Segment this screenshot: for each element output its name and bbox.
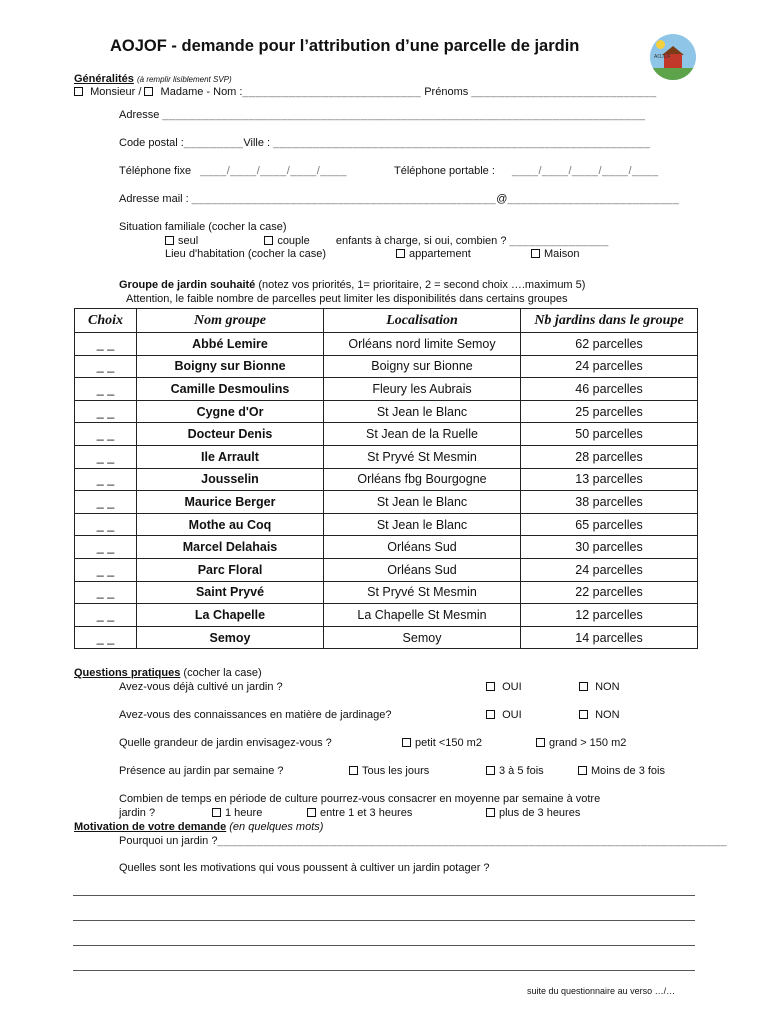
prenoms-label: Prénoms: [424, 86, 469, 98]
grand-label: grand > 150 m2: [549, 737, 627, 749]
group-name: Jousselin: [137, 468, 324, 491]
group-name: Parc Floral: [137, 558, 324, 581]
group-name: Cygne d'Or: [137, 400, 324, 423]
code-postal-field[interactable]: _________: [183, 137, 244, 149]
q5-label: Combien de temps en période de culture pourrez-vous consacrer en moyenne par semaine à votre: [119, 793, 601, 805]
group-location: St Jean le Blanc: [324, 400, 521, 423]
col-localisation: Localisation: [324, 309, 521, 333]
tel-fixe-line: [119, 165, 347, 177]
group-name: Maurice Berger: [137, 491, 324, 514]
choix-field[interactable]: _ _: [75, 604, 137, 627]
pourquoi-field[interactable]: _____________________________________________________________________________: [217, 835, 728, 847]
group-count: 46 parcelles: [521, 378, 698, 401]
q1-non-label: NON: [595, 681, 620, 693]
groupe-attention: Attention, le faible nombre de parcelles peut limiter les disponibilités dans certains groupes: [126, 293, 568, 305]
madame-checkbox[interactable]: [144, 87, 153, 96]
groupe-table: [74, 308, 698, 649]
tel-fixe-field[interactable]: ____/____/____/____/____: [200, 165, 347, 177]
couple-label: couple: [277, 235, 310, 247]
table-row: [75, 491, 698, 514]
appartement-checkbox[interactable]: [396, 249, 405, 258]
group-location: St Jean de la Ruelle: [324, 423, 521, 446]
q4-trois-option: [486, 765, 544, 777]
group-name: Ile Arrault: [137, 445, 324, 468]
maison-label: Maison: [544, 248, 580, 260]
col-choix: Choix: [75, 309, 137, 333]
group-name: Mothe au Coq: [137, 513, 324, 536]
mail-at: @: [496, 193, 508, 205]
group-count: 25 parcelles: [521, 400, 698, 423]
group-location: St Pryvé St Mesmin: [324, 581, 521, 604]
table-row: [75, 445, 698, 468]
motivation-note: (en quelques mots): [229, 821, 324, 833]
nom-field[interactable]: ___________________________: [242, 86, 422, 98]
code-postal-line: [119, 137, 650, 149]
table-row: [75, 626, 698, 649]
group-location: Orléans fbg Bourgogne: [324, 468, 521, 491]
q4-tous-option: [349, 765, 429, 777]
pourquoi-label: Pourquoi un jardin ?: [119, 835, 218, 847]
motivation-heading-line: [74, 821, 323, 833]
appartement-option: [396, 248, 471, 260]
appartement-label: appartement: [409, 248, 471, 260]
adresse-label: Adresse: [119, 109, 160, 121]
group-count: 22 parcelles: [521, 581, 698, 604]
groupe-heading-line: [119, 279, 585, 291]
q4-label: Présence au jardin par semaine ?: [119, 765, 284, 777]
prenoms-field[interactable]: ____________________________: [471, 86, 657, 98]
group-count: 65 parcelles: [521, 513, 698, 536]
q5-label-cont: jardin ?: [119, 807, 156, 819]
pourquoi-line: [119, 835, 727, 847]
tel-portable-line: [394, 165, 659, 177]
q3-label: Quelle grandeur de jardin envisagez-vous ?: [119, 737, 332, 749]
group-location: Orléans nord limite Semoy: [324, 333, 521, 356]
madame-nom-label: Madame - Nom :: [160, 86, 243, 98]
situation-options: [165, 235, 609, 247]
adresse-field[interactable]: _________________________________________________________________________: [162, 109, 646, 121]
group-count: 24 parcelles: [521, 355, 698, 378]
group-name: Boigny sur Bionne: [137, 355, 324, 378]
tel-portable-label: Téléphone portable :: [394, 165, 495, 177]
mail-line: [119, 193, 679, 205]
monsieur-checkbox[interactable]: [74, 87, 83, 96]
generalites-heading: Généralités: [74, 73, 134, 85]
group-location: La Chapelle St Mesmin: [324, 604, 521, 627]
mail-field-domain[interactable]: __________________________: [507, 193, 680, 205]
petit-checkbox[interactable]: [402, 738, 411, 747]
q3-petit-option: [402, 737, 482, 749]
table-header-row: [75, 309, 698, 333]
moins-label: Moins de 3 fois: [591, 765, 665, 777]
col-nom-groupe: Nom groupe: [137, 309, 324, 333]
table-row: [75, 378, 698, 401]
q1-label: Avez-vous déjà cultivé un jardin ?: [119, 681, 283, 693]
tel-portable-field[interactable]: ____/____/____/____/____: [511, 165, 659, 177]
group-location: Boigny sur Bionne: [324, 355, 521, 378]
q1-oui-checkbox[interactable]: [486, 682, 495, 691]
group-location: St Jean le Blanc: [324, 491, 521, 514]
ville-label: Ville :: [243, 137, 271, 149]
q5-3h-option: [486, 807, 580, 819]
mail-label: Adresse mail :: [119, 193, 189, 205]
group-name: Semoy: [137, 626, 324, 649]
q5-1-3h-option: [307, 807, 412, 819]
q1-oui-label: OUI: [502, 681, 522, 693]
q3-grand-option: [536, 737, 626, 749]
col-nb-jardins: Nb jardins dans le groupe: [521, 309, 698, 333]
q1-non-option: [579, 681, 620, 693]
adresse-line: [119, 109, 646, 121]
footer-note: suite du questionnaire au verso …/…: [527, 986, 676, 996]
q2-non-label: NON: [595, 709, 620, 721]
trois-cinq-label: 3 à 5 fois: [499, 765, 544, 777]
q2-non-checkbox[interactable]: [579, 710, 588, 719]
plus-trois-heures-label: plus de 3 heures: [499, 807, 581, 819]
table-row: [75, 400, 698, 423]
monsieur-label: Monsieur /: [90, 86, 142, 98]
group-count: 30 parcelles: [521, 536, 698, 559]
choix-field[interactable]: _ _: [75, 468, 137, 491]
choix-field[interactable]: _ _: [75, 536, 137, 559]
table-row: [75, 558, 698, 581]
choix-field[interactable]: _ _: [75, 378, 137, 401]
couple-checkbox[interactable]: [264, 236, 273, 245]
choix-field[interactable]: _ _: [75, 491, 137, 514]
trois-cinq-checkbox[interactable]: [486, 766, 495, 775]
group-name: Saint Pryvé: [137, 581, 324, 604]
seul-checkbox[interactable]: [165, 236, 174, 245]
group-count: 14 parcelles: [521, 626, 698, 649]
group-location: St Pryvé St Mesmin: [324, 445, 521, 468]
group-location: Orléans Sud: [324, 558, 521, 581]
table-row: [75, 333, 698, 356]
q1-non-checkbox[interactable]: [579, 682, 588, 691]
group-name: Camille Desmoulins: [137, 378, 324, 401]
questions-heading-line: [74, 667, 262, 679]
ville-field[interactable]: _________________________________________________________: [273, 137, 651, 149]
grand-checkbox[interactable]: [536, 738, 545, 747]
table-row: [75, 604, 698, 627]
lieu-label: Lieu d'habitation (cocher la case): [165, 248, 327, 260]
groupe-heading: Groupe de jardin souhaité: [119, 279, 256, 291]
enfants-label: enfants à charge, si oui, combien ?: [335, 235, 507, 247]
un-trois-heures-label: entre 1 et 3 heures: [320, 807, 413, 819]
group-name: La Chapelle: [137, 604, 324, 627]
maison-checkbox[interactable]: [531, 249, 540, 258]
generalites-note: (à remplir lisiblement SVP): [136, 75, 232, 84]
tous-checkbox[interactable]: [349, 766, 358, 775]
group-count: 28 parcelles: [521, 445, 698, 468]
code-postal-label: Code postal :: [119, 137, 184, 149]
q5-1h-option: [212, 807, 262, 819]
choix-field[interactable]: _ _: [75, 581, 137, 604]
motivations-label: Quelles sont les motivations qui vous poussent à cultiver un jardin potager ?: [119, 862, 490, 874]
enfants-field[interactable]: _______________: [509, 235, 609, 247]
group-count: 12 parcelles: [521, 604, 698, 627]
questions-note: (cocher la case): [183, 667, 262, 679]
group-count: 13 parcelles: [521, 468, 698, 491]
group-location: St Jean le Blanc: [324, 513, 521, 536]
mail-field-user[interactable]: ______________________________________________: [191, 193, 497, 205]
q2-non-option: [579, 709, 620, 721]
choix-field[interactable]: _ _: [75, 400, 137, 423]
group-location: Fleury les Aubrais: [324, 378, 521, 401]
table-row: [75, 423, 698, 446]
answer-line[interactable]: [73, 895, 695, 896]
answer-line[interactable]: [73, 970, 695, 971]
questions-heading: Questions pratiques: [74, 667, 181, 679]
form-title: AOJOF - demande pour l’attribution d’une parcelle de jardin: [110, 37, 580, 55]
group-name: Abbé Lemire: [137, 333, 324, 356]
group-count: 24 parcelles: [521, 558, 698, 581]
table-row: [75, 355, 698, 378]
q2-oui-option: [486, 709, 522, 721]
une-heure-checkbox[interactable]: [212, 808, 221, 817]
group-count: 50 parcelles: [521, 423, 698, 446]
group-location: Semoy: [324, 626, 521, 649]
civility-line: [74, 86, 657, 98]
table-row: [75, 513, 698, 536]
answer-line[interactable]: [73, 920, 695, 921]
q2-oui-label: OUI: [502, 709, 522, 721]
groupe-note: (notez vos priorités, 1= prioritaire, 2 = second choix ….maximum 5): [258, 279, 586, 291]
choix-field[interactable]: _ _: [75, 626, 137, 649]
group-count: 38 parcelles: [521, 491, 698, 514]
aojof-logo: [650, 34, 696, 80]
situation-label: Situation familiale (cocher la case): [119, 221, 287, 233]
seul-label: seul: [178, 235, 199, 247]
un-trois-heures-checkbox[interactable]: [307, 808, 316, 817]
tel-fixe-label: Téléphone fixe: [119, 165, 192, 177]
group-location: Orléans Sud: [324, 536, 521, 559]
maison-option: [531, 248, 579, 260]
generalites-heading-line: [74, 73, 232, 85]
logo-text: AOJOF: [654, 54, 671, 60]
q4-moins-option: [578, 765, 665, 777]
une-heure-label: 1 heure: [225, 807, 263, 819]
choix-field[interactable]: _ _: [75, 423, 137, 446]
moins-checkbox[interactable]: [578, 766, 587, 775]
table-row: [75, 536, 698, 559]
q2-oui-checkbox[interactable]: [486, 710, 495, 719]
group-name: Docteur Denis: [137, 423, 324, 446]
choix-field[interactable]: _ _: [75, 333, 137, 356]
motivation-heading: Motivation de votre demande: [74, 821, 227, 833]
tous-label: Tous les jours: [362, 765, 430, 777]
q2-label: Avez-vous des connaissances en matière de jardinage?: [119, 709, 392, 721]
answer-line[interactable]: [73, 945, 695, 946]
plus-trois-heures-checkbox[interactable]: [486, 808, 495, 817]
table-row: [75, 468, 698, 491]
petit-label: petit <150 m2: [415, 737, 482, 749]
choix-field[interactable]: _ _: [75, 445, 137, 468]
table-row: [75, 581, 698, 604]
choix-field[interactable]: _ _: [75, 355, 137, 378]
group-name: Marcel Delahais: [137, 536, 324, 559]
choix-field[interactable]: _ _: [75, 513, 137, 536]
q1-oui-option: [486, 681, 522, 693]
group-count: 62 parcelles: [521, 333, 698, 356]
choix-field[interactable]: _ _: [75, 558, 137, 581]
